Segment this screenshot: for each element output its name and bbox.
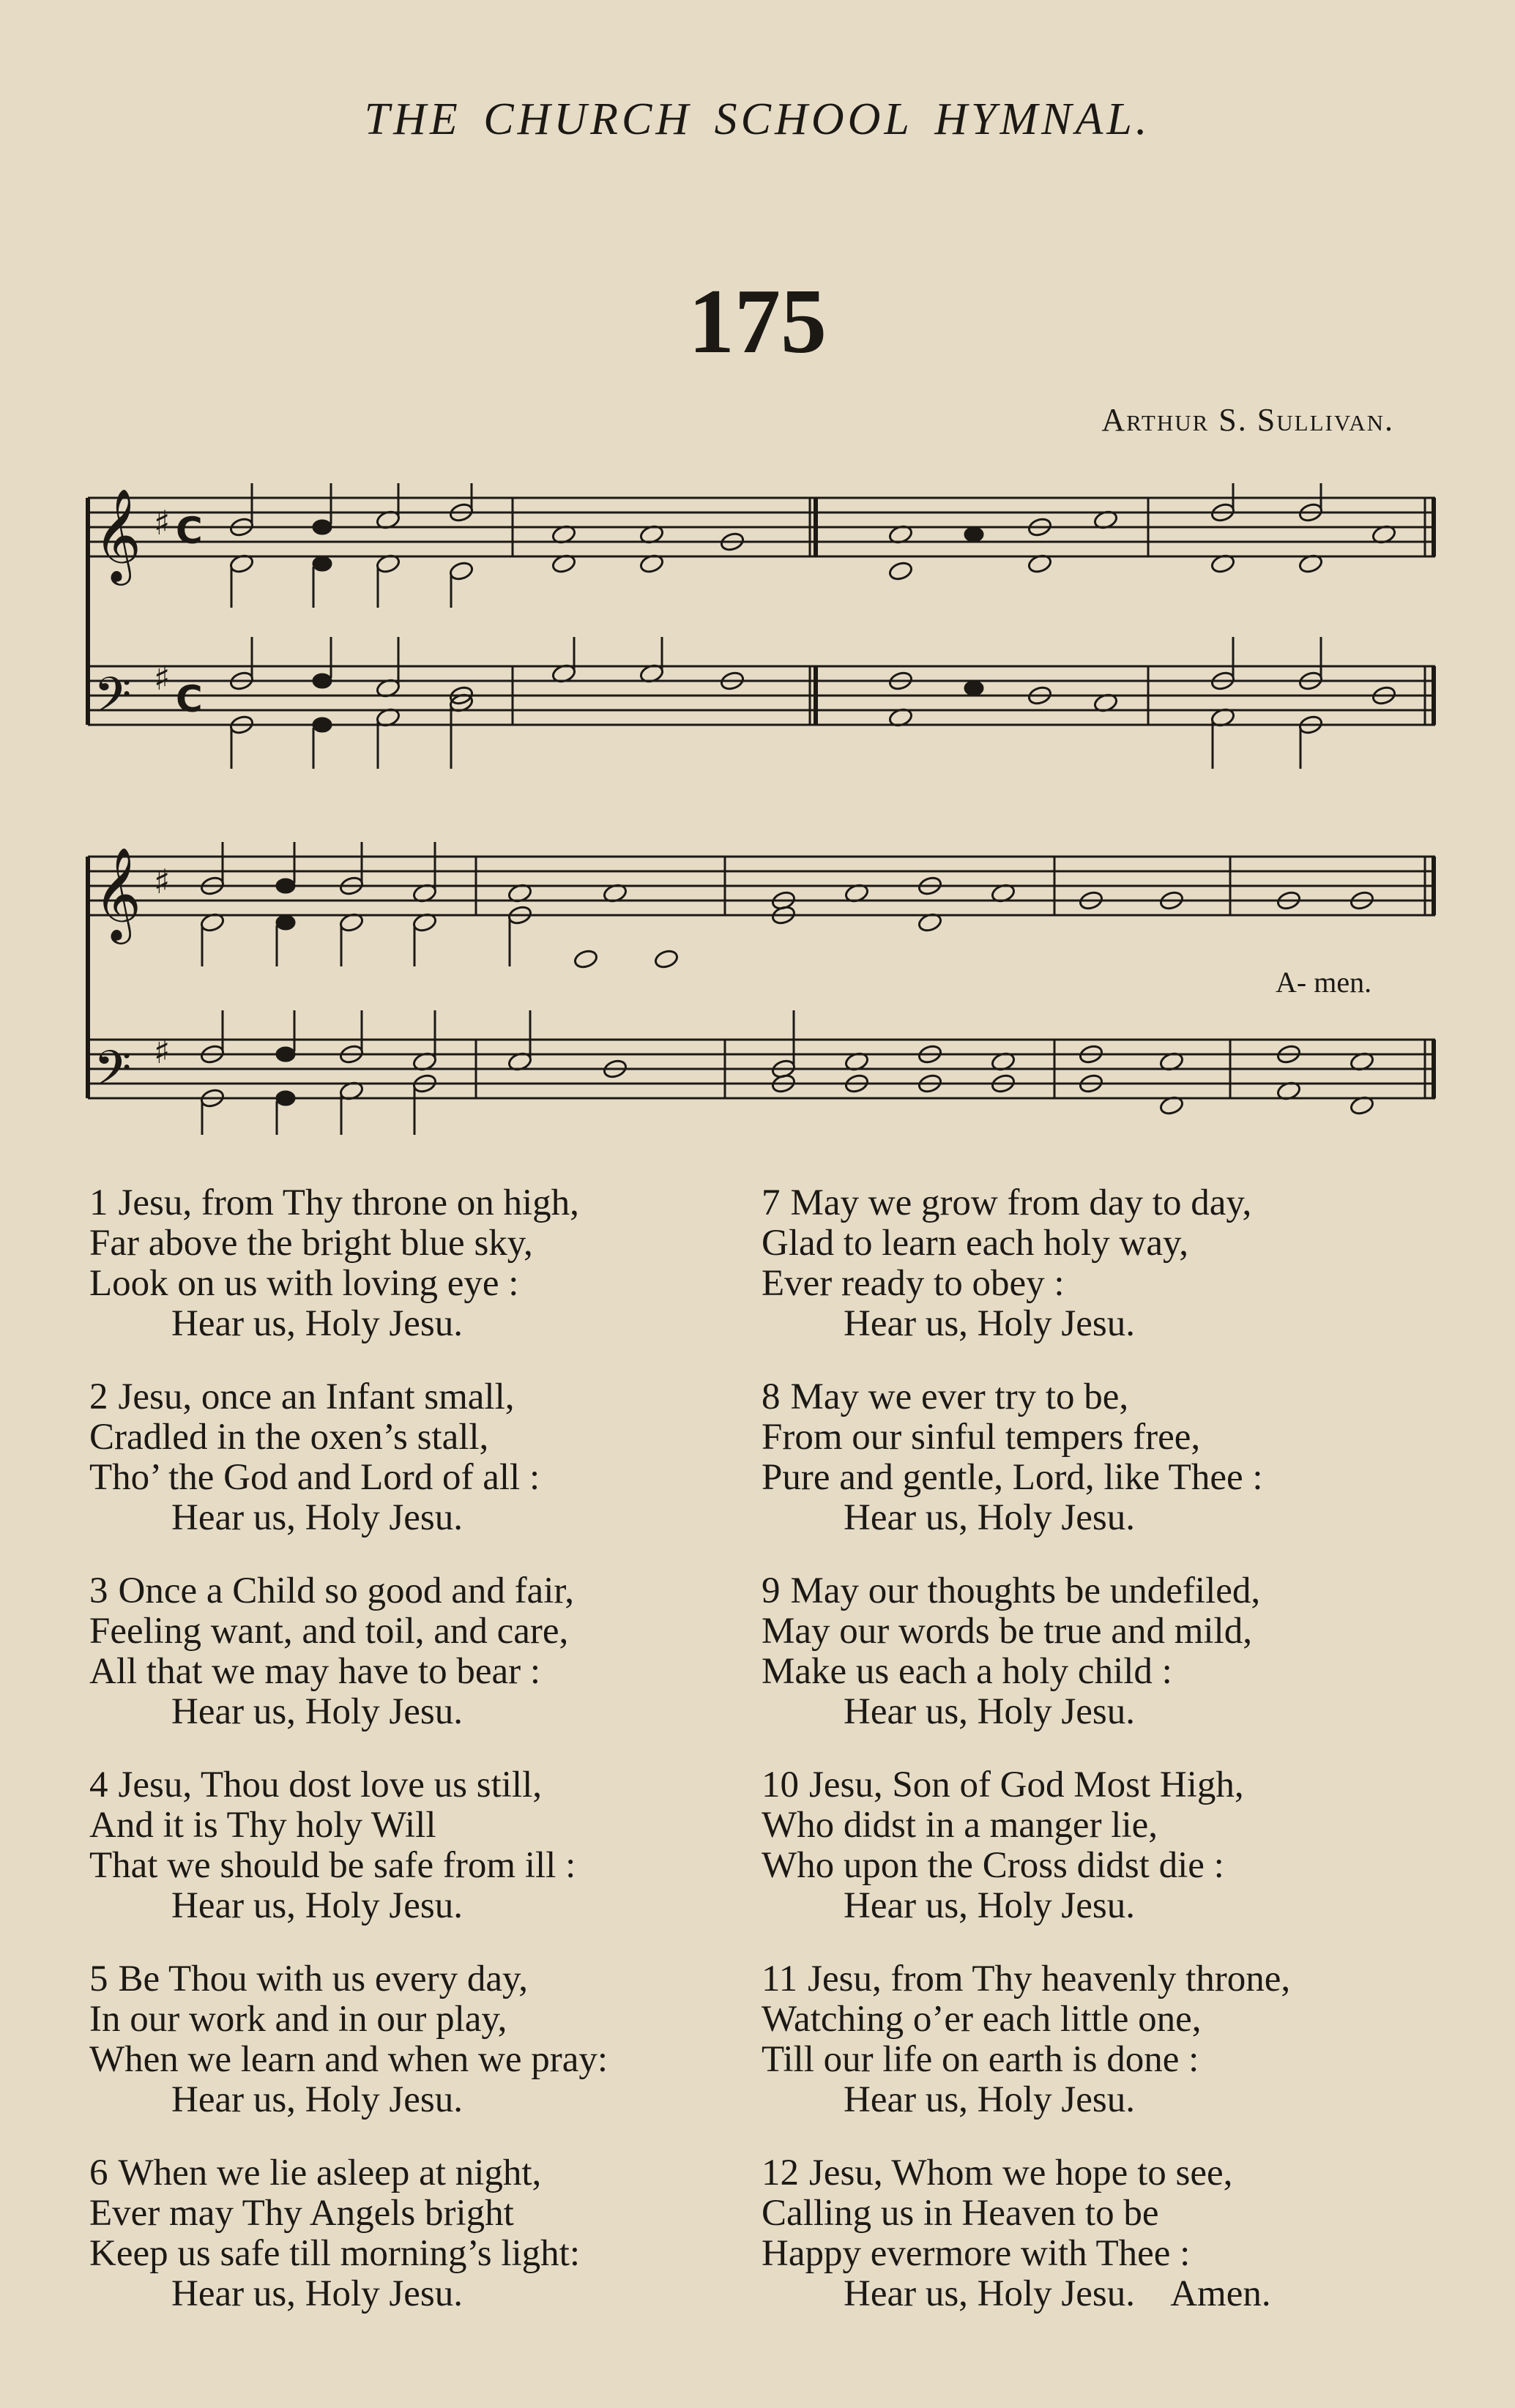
music-system-1	[81, 483, 1443, 791]
verse-12	[762, 2153, 1290, 2347]
verse-line: Who didst in a manger lie,	[762, 1805, 1158, 1846]
verse-refrain: Hear us, Holy Jesu.	[171, 2273, 464, 2314]
verse-number: 6	[89, 2152, 108, 2193]
amen-label: A- men.	[1276, 966, 1372, 999]
svg-text:♯: ♯	[154, 1032, 171, 1071]
svg-text:♯: ♯	[154, 862, 171, 901]
verse-refrain: Hear us, Holy Jesu.	[171, 1885, 464, 1926]
verse-line: And it is Thy holy Will	[89, 1805, 436, 1846]
music-notation-system-1	[81, 483, 1443, 791]
verse-3	[89, 1571, 608, 1765]
verse-4	[89, 1765, 608, 1959]
verse-line: Make us each a holy child :	[762, 1651, 1172, 1692]
verse-10	[762, 1765, 1290, 1959]
svg-text:𝄞: 𝄞	[94, 488, 142, 581]
verse-line: Ever ready to obey :	[762, 1263, 1065, 1304]
running-head: THE CHURCH SCHOOL HYMNAL.	[364, 94, 1151, 144]
verse-line: Be Thou with us every day,	[118, 1958, 528, 1999]
svg-text:𝄞: 𝄞	[94, 846, 142, 940]
verse-refrain: Hear us, Holy Jesu.	[844, 1691, 1136, 1732]
verses-column-right	[762, 1183, 1290, 2347]
verse-8	[762, 1377, 1290, 1571]
verse-number: 3	[89, 1570, 108, 1611]
svg-text:C: C	[176, 510, 203, 552]
composer-credit: Arthur S. Sullivan.	[1101, 402, 1394, 438]
verse-line: Happy evermore with Thee :	[762, 2233, 1191, 2274]
verse-number: 11	[762, 1958, 798, 1999]
verse-7	[762, 1183, 1290, 1377]
verse-refrain: Hear us, Holy Jesu.	[171, 1303, 464, 1344]
verse-line: Jesu, Whom we hope to see,	[809, 2152, 1233, 2193]
verse-number: 1	[89, 1182, 108, 1223]
verse-line: That we should be safe from ill :	[89, 1845, 576, 1886]
svg-text:♯: ♯	[154, 658, 171, 698]
verse-refrain: Hear us, Holy Jesu.	[171, 1691, 464, 1732]
verse-refrain: Hear us, Holy Jesu.	[844, 1497, 1136, 1538]
verse-line: Look on us with loving eye :	[89, 1263, 519, 1304]
svg-text:𝄢: 𝄢	[94, 667, 132, 735]
verse-line: Jesu, from Thy throne on high,	[118, 1182, 579, 1223]
verse-number: 10	[762, 1764, 799, 1805]
verse-line: Cradled in the oxen’s stall,	[89, 1417, 489, 1458]
verse-refrain: Hear us, Holy Jesu.	[844, 1303, 1136, 1344]
verse-refrain: Hear us, Holy Jesu.	[844, 1885, 1136, 1926]
svg-text:𝄢: 𝄢	[94, 1040, 132, 1108]
verse-line: Till our life on earth is done :	[762, 2039, 1199, 2080]
verse-11	[762, 1959, 1290, 2153]
music-notation-system-2	[81, 835, 1443, 1142]
verse-line: When we learn and when we pray:	[89, 2039, 608, 2080]
hymn-number: 175	[688, 271, 827, 373]
verse-line: Jesu, Son of God Most High,	[809, 1764, 1244, 1805]
verse-line: Jesu, once an Infant small,	[118, 1376, 515, 1417]
verse-line: Tho’ the God and Lord of all :	[89, 1457, 540, 1498]
verse-line: Jesu, Thou dost love us still,	[118, 1764, 543, 1805]
verse-number: 5	[89, 1958, 108, 1999]
verse-refrain: Hear us, Holy Jesu.	[171, 2079, 464, 2120]
verse-line: All that we may have to bear :	[89, 1651, 541, 1692]
verse-line: From our sinful tempers free,	[762, 1417, 1201, 1458]
verse-line: Once a Child so good and fair,	[118, 1570, 575, 1611]
verse-line: May we grow from day to day,	[790, 1182, 1252, 1223]
verse-line: When we lie asleep at night,	[118, 2152, 542, 2193]
verse-line: May our words be true and mild,	[762, 1611, 1252, 1652]
verses-column-left	[89, 1183, 608, 2347]
verse-1	[89, 1183, 608, 1377]
verse-line: Keep us safe till morning’s light:	[89, 2233, 580, 2274]
verse-line: In our work and in our play,	[89, 1999, 507, 2040]
verse-number: 2	[89, 1376, 108, 1417]
verse-number: 4	[89, 1764, 108, 1805]
verse-line: Ever may Thy Angels bright	[89, 2193, 514, 2234]
verse-line: Jesu, from Thy heavenly throne,	[808, 1958, 1291, 1999]
verse-line: Pure and gentle, Lord, like Thee :	[762, 1457, 1263, 1498]
verse-number: 12	[762, 2152, 799, 2193]
verse-line: May we ever try to be,	[790, 1376, 1129, 1417]
verse-refrain: Hear us, Holy Jesu.	[171, 1497, 464, 1538]
verse-2	[89, 1377, 608, 1571]
verse-9	[762, 1571, 1290, 1765]
verse-line: Watching o’er each little one,	[762, 1999, 1202, 2040]
verse-5	[89, 1959, 608, 2153]
verse-6	[89, 2153, 608, 2347]
verse-refrain: Hear us, Holy Jesu. Amen.	[844, 2273, 1271, 2314]
verse-refrain: Hear us, Holy Jesu.	[844, 2079, 1136, 2120]
verse-number: 9	[762, 1570, 781, 1611]
music-system-2	[81, 835, 1443, 1142]
verse-line: Far above the bright blue sky,	[89, 1223, 533, 1264]
verse-line: May our thoughts be undefiled,	[790, 1570, 1261, 1611]
verse-number: 7	[762, 1182, 781, 1223]
verse-number: 8	[762, 1376, 781, 1417]
verse-line: Calling us in Heaven to be	[762, 2193, 1159, 2234]
verse-line: Who upon the Cross didst die :	[762, 1845, 1224, 1886]
svg-text:♯: ♯	[154, 503, 171, 543]
verse-line: Glad to learn each holy way,	[762, 1223, 1188, 1264]
svg-text:C: C	[176, 678, 203, 720]
verse-line: Feeling want, and toil, and care,	[89, 1611, 569, 1652]
